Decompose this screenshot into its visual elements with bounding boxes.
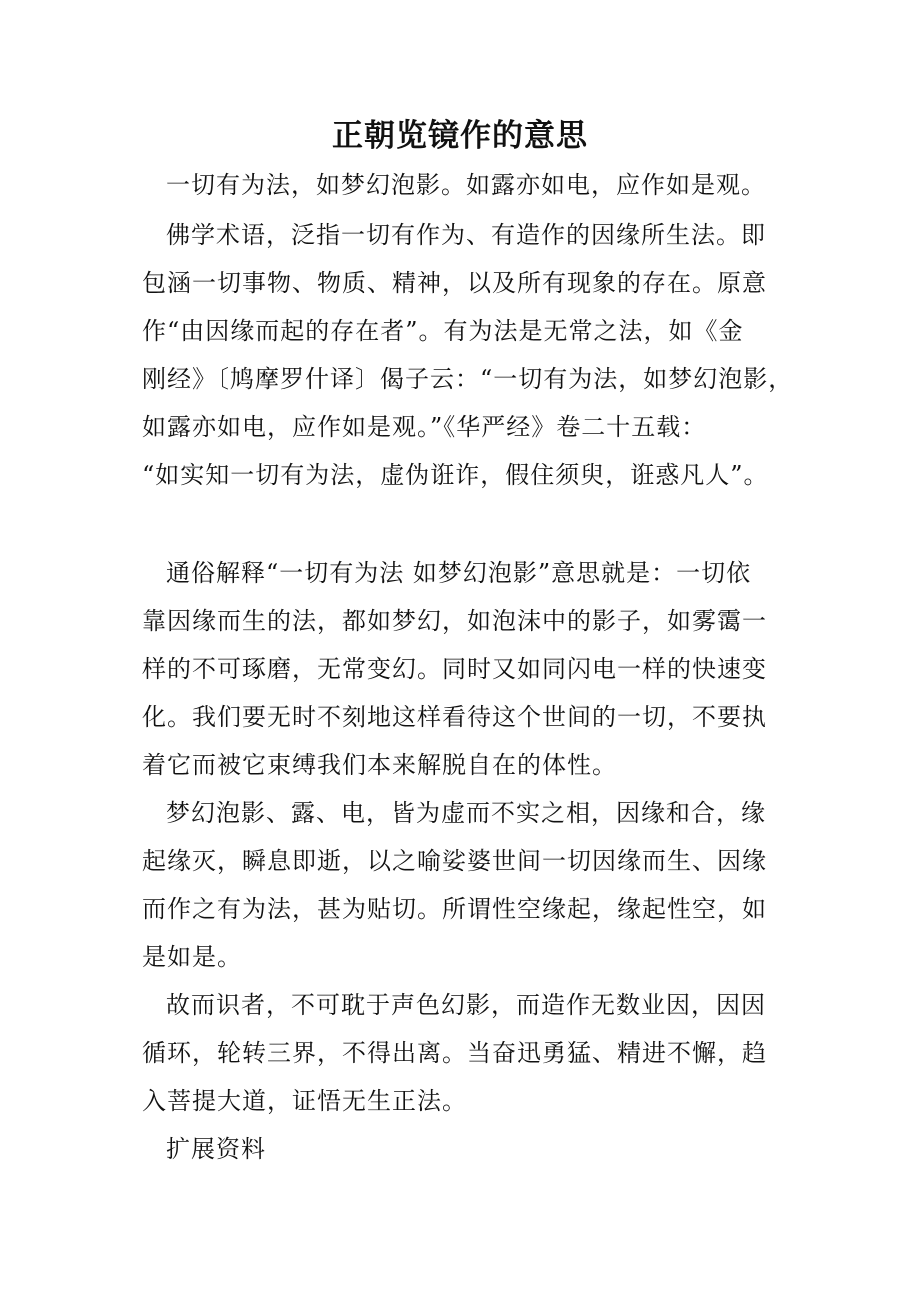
text-line: 佛学术语，泛指一切有作为、有造作的因缘所生法。即: [166, 221, 766, 249]
section-heading-extended-info: 扩展资料: [166, 1135, 266, 1163]
text-line: 梦幻泡影、露、电，皆为虚而不实之相，因缘和合，缘: [166, 799, 766, 827]
text-line: 是如是。: [142, 943, 242, 971]
text-line: 作“由因缘而起的存在者”。有为法是无常之法，如《金: [142, 317, 744, 345]
text-line: “如实知一切有为法，虚伪诳诈，假住须臾，诳惑凡人”。: [142, 461, 769, 489]
text-line: 起缘灭，瞬息即逝，以之喻娑婆世间一切因缘而生、因缘: [142, 847, 767, 875]
text-line: 一切有为法，如梦幻泡影。如露亦如电，应作如是观。: [166, 171, 766, 199]
text-line: 而作之有为法，甚为贴切。所谓性空缘起，缘起性空，如: [142, 895, 767, 923]
text-line: 包涵一切事物、物质、精神，以及所有现象的存在。原意: [142, 269, 767, 297]
text-line: 通俗解释“一切有为法 如梦幻泡影”意思就是：一切依: [166, 559, 752, 587]
text-line: 刚经》〔鸠摩罗什译〕偈子云：“一切有为法，如梦幻泡影，: [142, 365, 794, 393]
text-line: 入菩提大道，证悟无生正法。: [142, 1087, 467, 1115]
text-line: 如露亦如电，应作如是观。”《华严经》卷二十五载：: [142, 413, 707, 441]
text-line: 样的不可琢磨，无常变幻。同时又如同闪电一样的快速变: [142, 655, 767, 683]
text-line: 化。我们要无时不刻地这样看待这个世间的一切，不要执: [142, 703, 767, 731]
page-title: 正朝览镜作的意思: [332, 118, 588, 154]
text-line: 靠因缘而生的法，都如梦幻，如泡沫中的影子，如雾霭一: [142, 607, 767, 635]
text-line: 着它而被它束缚我们本来解脱自在的体性。: [142, 751, 617, 779]
text-line: 故而识者，不可耽于声色幻影，而造作无数业因，因因: [166, 991, 766, 1019]
text-line: 循环，轮转三界，不得出离。当奋迅勇猛、精进不懈，趋: [142, 1039, 767, 1067]
